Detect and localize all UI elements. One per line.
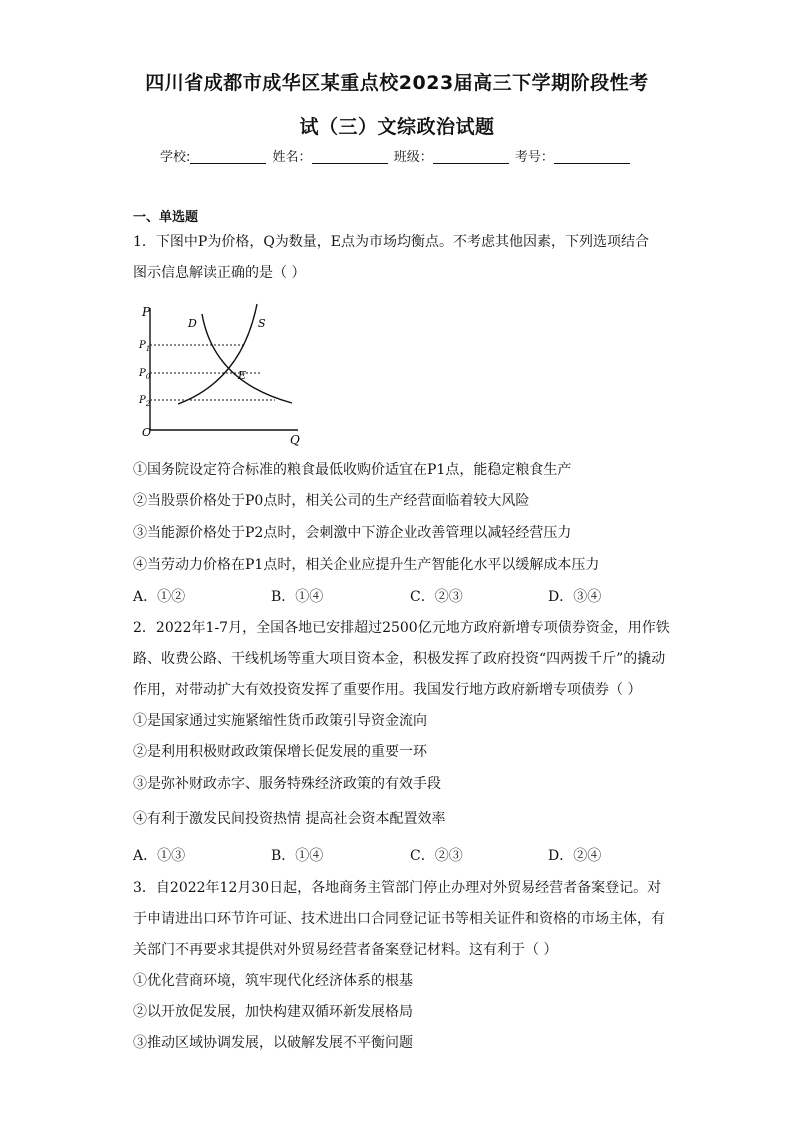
q-axis-label: Q [290, 433, 300, 447]
q1-statement-2: ②当股票价格处于P0点时，相关公司的生产经营面临着较大风险 [133, 493, 530, 509]
p0-label: $P_0$ [139, 368, 151, 381]
q2-option-c[interactable]: C．②③ [410, 848, 463, 864]
p1-label: $P_1$ [139, 340, 151, 353]
q1-option-a[interactable]: A．①② [133, 589, 186, 605]
q1-stem-line-1: 1．下图中P为价格，Q为数量，E点为市场均衡点。不考虑其他因素，下列选项结合 [133, 234, 650, 250]
q3-stem-line-1: 3．自2022年12月30日起，各地商务主管部门停止办理对外贸易经营者备案登记。对 [133, 880, 662, 896]
q2-stem-line-2: 路、收费公路、干线机场等重大项目资本金，积极发挥了政府投资“四两拨千斤”的撬动 [133, 651, 666, 667]
q3-stem-line-2: 于申请进出口环节许可证、技术进出口合同登记证书等相关证件和资格的市场主体，有 [133, 911, 665, 927]
q2-option-a[interactable]: A．①③ [133, 848, 186, 864]
q3-statement-2: ②以开放促发展，加快构建双循环新发展格局 [133, 1004, 413, 1020]
q2-statement-1: ①是国家通过实施紧缩性货币政策引导资金流向 [133, 713, 427, 729]
q2-option-d[interactable]: D．②④ [548, 848, 602, 864]
q1-option-b[interactable]: B．①④ [271, 589, 324, 605]
q2-statement-3: ③是弥补财政赤字、服务特殊经济政策的有效手段 [133, 776, 441, 792]
origin-label: O [142, 426, 152, 439]
p2-label: $P_2$ [139, 395, 151, 408]
q1-option-c[interactable]: C．②③ [410, 589, 463, 605]
equilibrium-label: E [238, 369, 247, 382]
q3-statement-1: ①优化营商环境，筑牢现代化经济体系的根基 [133, 973, 413, 989]
q2-statement-2: ②是利用积极财政政策保增长促发展的重要一环 [133, 744, 427, 760]
q2-option-b[interactable]: B．①④ [271, 848, 324, 864]
class-blank[interactable] [433, 149, 509, 164]
q1-option-d[interactable]: D．③④ [548, 589, 602, 605]
demand-curve [202, 314, 292, 403]
q1-statement-3: ③当能源价格处于P2点时，会刺激中下游企业改善管理以减轻经营压力 [133, 525, 572, 541]
q2-stem-line-3: 作用，对带动扩大有效投资发挥了重要作用。我国发行地方政府新增专项债券（ ） [133, 682, 642, 698]
q2-stem-line-1: 2．2022年1-7月，全国各地已安排超过2500亿元地方政府新增专项债券资金，用作铁 [133, 620, 670, 636]
p-axis-label: P [142, 305, 151, 319]
supply-label: S [258, 317, 266, 330]
demand-label: D [188, 317, 197, 330]
title-line-1: 四川省成都市成华区某重点校2023届高三下学期阶段性考 [145, 72, 649, 94]
section-heading: 一、单选题 [133, 210, 199, 225]
q3-stem-line-3: 关部门不再要求其提供对外贸易经营者备案登记材料。这有利于（ ） [133, 942, 558, 958]
q1-statement-1: ①国务院设定符合标准的粮食最低收购价适宜在P1点，能稳定粮食生产 [133, 462, 572, 478]
class-label: 班级： [393, 150, 433, 165]
title-line-2: 试（三）文综政治试题 [299, 116, 495, 138]
exam-number-label: 考号： [514, 150, 554, 165]
q2-statement-4: ④有利于激发民间投资热情 提高社会资本配置效率 [133, 811, 446, 827]
supply-demand-graph [130, 298, 310, 448]
school-label: 学校: [160, 150, 191, 165]
q1-stem-line-2: 图示信息解读正确的是（ ） [133, 265, 306, 281]
exam-number-blank[interactable] [554, 149, 630, 164]
student-info-fields [160, 146, 632, 165]
name-label: 姓名： [272, 150, 312, 165]
name-blank[interactable] [312, 149, 388, 164]
q3-statement-3: ③推动区域协调发展，以破解发展不平衡问题 [133, 1035, 413, 1051]
q1-statement-4: ④当劳动力价格在P1点时，相关企业应提升生产智能化水平以缓解成本压力 [133, 557, 600, 573]
school-blank[interactable] [190, 149, 266, 164]
